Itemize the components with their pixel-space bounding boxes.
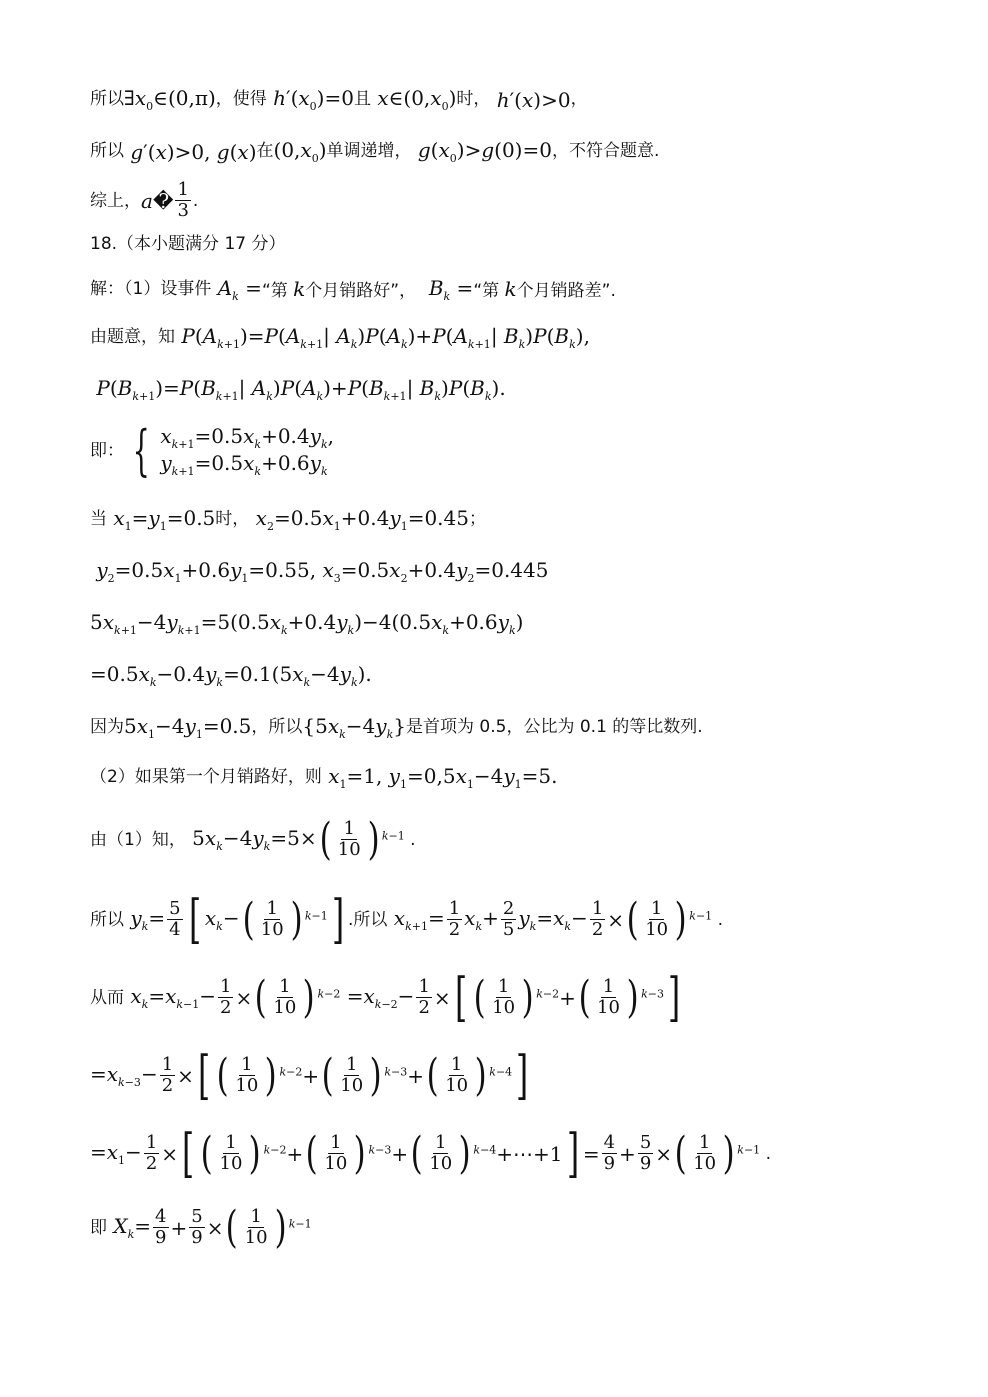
line-20: 即 $X_k=$ $\frac{4}{9}$ + $\frac{5}{9}$ × ( $\frac{1}{10}$ ) $^{k-1}$: [90, 1202, 312, 1253]
text-part-2: （2）如果第一个月销路好，则: [90, 767, 322, 788]
line-12: [90, 662, 948, 689]
text-shi-9: 时，: [215, 509, 250, 530]
math-event-ak: $A_k$ =: [217, 276, 262, 303]
line-3: [90, 180, 948, 221]
text-semicolon: ；: [468, 509, 486, 530]
text-zai: 在: [256, 141, 274, 162]
line-8-system: [90, 419, 948, 483]
math-system-row-2: $y_{k+1}=0.5x_k+0.6y_k$: [160, 451, 328, 479]
math-event-bk: $B_k$ =: [428, 276, 474, 303]
math-initial-combination: $5x_1-4y_1=0.5$: [124, 714, 252, 741]
math-total-prob-b: $P(B_{k+1})=P(B_{k+1}|$ $A_k)P(A_k)+P(B_{k+1}|$ $B_k)P(B_k)$.: [96, 376, 506, 403]
line-16: 所以 $y_k=$ $\frac{5}{4}$ [ $x_k-$ ( $\frac{1}{10}$ ) $^{k-1}$ ] .所以 $x_{k+1}=$ $\frac{1}{2}$ $x_k+$ $\frac{2}{5}$ $y_k=x_k-$ $\frac{1}{2}$ × ( $\frac{1}{10}$ ) $^{k-1}$ .: [90, 890, 723, 950]
text-congerr: 从而: [90, 987, 124, 1008]
line-2: [90, 138, 948, 165]
fraction-1-10: $\frac{1}{10}$: [337, 818, 361, 861]
line-5: [90, 276, 948, 303]
math-initial-values: $x_1=y_1=0.5$: [113, 506, 216, 533]
text-ji-20: 即: [90, 1217, 107, 1238]
math-combination-step-1: $5x_{k+1}-4y_{k+1}=5(0.5x_k+0.4y_k)-4(0.5x_k+0.6y_k)$: [90, 610, 524, 637]
math-g-prime: g′(x)>0, g(x): [130, 139, 257, 164]
text-kth-month-good: “第 k个月销路好”，: [261, 277, 417, 302]
line-19: $=x_1-$ $\frac{1}{2}$ × [ ( $\frac{1}{10}$ ) $^{k-2}$ + ( $\frac{1}{10}$ ) $^{k-3}$ + ( $\frac{1}{10}$ ) $^{k-4}$ +⋯+1 ] = $\frac{4}{9}$ + $\frac{5}{9}$ × ( $\frac{1}{10}$ ) $^{k-1}$ .: [90, 1124, 771, 1184]
line-15: 由（1）知， $5x_k-4y_k=5\times$ ( $\frac{1}{10}$ ) $^{k-1}$ .: [90, 814, 416, 865]
text-shi: 时，: [456, 89, 491, 110]
text-geometric-seq: 是首项为 0.5，公比为 0.1 的等比数列.: [406, 717, 703, 738]
text-zongshang: 综上，: [90, 190, 141, 211]
text-suoyi-2: 所以: [90, 141, 124, 162]
text-suoyi: 所以: [90, 89, 124, 110]
math-exists-x0: $\exists x_0\in(0,\pi)$: [124, 86, 216, 113]
line-17: 从而 $x_k=x_{k-1}-$ $\frac{1}{2}$ × ( $\frac{1}{10}$ ) $^{k-2}$ $=x_{k-2}-$ $\frac{1}{2}$ × [ ( $\frac{1}{10}$ ) $^{k-2}$ + ( $\frac{1}{10}$ ) $^{k-3}$ ]: [90, 968, 681, 1028]
text-not-fit: ，不符合题意.: [551, 141, 660, 162]
math-x2-value: $x_2=0.5x_1+0.4y_1=0.45$: [255, 506, 469, 533]
math-general-combination: $5x_k-4y_k=5\times$: [185, 826, 317, 854]
math-g-x0-gt-g0: $g(x_0)>g(0)=0$: [417, 138, 552, 165]
line-9: [90, 506, 948, 533]
text-suoyi-16: 所以: [90, 909, 124, 930]
math-part2-initial: $x_1=1$, $y_1=0,5x_1-4y_1=5$.: [328, 764, 558, 791]
text-ji: 即：: [90, 440, 124, 461]
line-18: $=x_{k-3}-$ $\frac{1}{2}$ × [ ( $\frac{1}{10}$ ) $^{k-2}$ + ( $\frac{1}{10}$ ) $^{k-3}$ + ( $\frac{1}{10}$ ) $^{k-4}$ ]: [90, 1046, 529, 1106]
text-period: .: [192, 190, 199, 211]
text-qie: 且: [353, 89, 371, 110]
text-dang: 当: [90, 509, 107, 530]
fraction-one-third: $\frac{1}{3}$: [177, 179, 189, 221]
line-11: [90, 610, 948, 637]
line-10: [90, 558, 948, 585]
line-6: [90, 324, 948, 351]
text-solution-part1: 解：（1）设事件: [90, 279, 212, 300]
text-from-part1: 由（1）知，: [90, 829, 186, 850]
line-1: [90, 86, 948, 113]
text-by-problem: 由题意，知: [90, 327, 175, 348]
math-system-row-1: $x_{k+1}=0.5x_k+0.4y_k$,: [160, 424, 334, 451]
text-monotone: 单调递增，: [326, 141, 412, 162]
text-yinwei: 因为: [90, 717, 124, 738]
math-y2-x3-values: $y_2=0.5x_1+0.6y_1=0.55$, $x_3=0.5x_2+0.4y_2=0.445$: [96, 558, 549, 585]
problem-18-heading: [90, 234, 948, 254]
math-a-bound: a�: [141, 188, 174, 213]
math-combination-step-2: $=0.5x_k-0.4y_k=0.1(5x_k-4y_k)$.: [90, 662, 372, 689]
math-final-xk: $X_k=$: [113, 1214, 152, 1242]
text-suoyi-13: ，所以: [251, 717, 303, 738]
math-xk1-expression: $x_{k+1}=$: [393, 906, 445, 934]
math-sequence: $\{5x_k-4y_k\}$: [302, 714, 406, 741]
text-shide: ，使得: [215, 89, 267, 110]
line-13: [90, 714, 948, 741]
math-recurrence-system: { $x_{k+1}=0.5x_k+0.4y_k$, $y_{k+1}=0.5x_k+0.6y_k$: [132, 419, 334, 483]
math-interval-0-x0: $(0,x_0)$: [273, 138, 327, 165]
math-h-prime-x0: $h'(x_0)=0$: [273, 86, 354, 113]
math-h-prime-positive: h′(x)>0: [496, 87, 571, 112]
text-kth-month-bad: “第 k个月销路差”.: [473, 277, 616, 302]
line-14: [90, 764, 948, 791]
math-total-prob-a: $P(A_{k+1})=P(A_{k+1}|$ $A_k)P(A_k)+P(A_{k+1}|$ $B_k)P(B_k)$,: [181, 324, 590, 351]
text-suoyi-16b: .所以: [348, 909, 388, 930]
text-problem-18: 18.（本小题满分 17 分）: [90, 234, 286, 254]
line-7: [90, 376, 948, 403]
text-comma: ，: [570, 89, 588, 110]
math-x-in-interval: $x\in(0,x_0)$: [377, 86, 457, 113]
math-yk-expression: $y_k=$: [130, 906, 166, 934]
